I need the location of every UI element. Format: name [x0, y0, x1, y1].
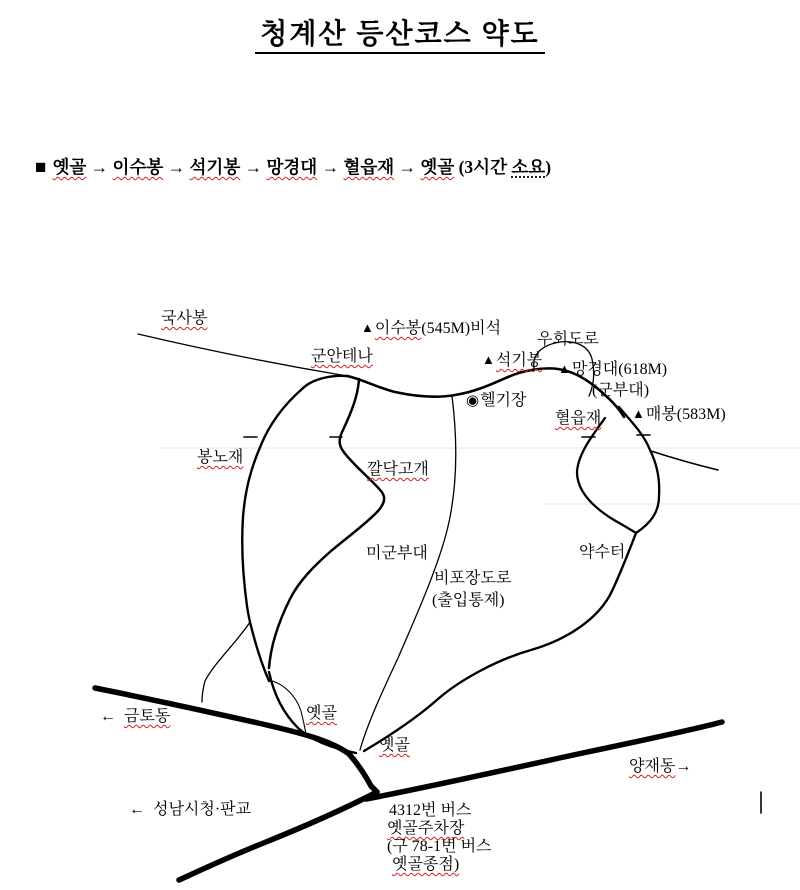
hyeoleupjae-east-trail [619, 407, 659, 533]
label-guksabong: 국사봉 [161, 310, 208, 327]
label-seokgibong-word: 석기봉 [495, 352, 543, 369]
label-yetgol-lower: 옛골 [379, 737, 410, 754]
route-stop: 망경대 [266, 157, 318, 177]
main-road [95, 688, 377, 792]
label-maebong [632, 406, 726, 424]
label-maebong-word: 매봉(583M) [645, 406, 726, 423]
east-spur-line [651, 451, 718, 470]
route-arrow: → [240, 157, 267, 177]
page-title-text: 청계산 등산코스 약도 [255, 19, 544, 54]
route-stop: 석기봉 [189, 157, 241, 177]
peak-triangle-icon: ▲ [558, 361, 571, 376]
peak-triangle-icon: ▲ [482, 352, 495, 367]
left-arrow-icon: ← [129, 801, 145, 818]
label-isubong-rest: (545M)비석 [421, 320, 502, 337]
kkaldak-trail [269, 379, 384, 668]
label-kkaldakgogae: 깔닥고개 [367, 461, 429, 478]
square-bullet-icon: ■ [35, 157, 47, 178]
route-arrow: → [317, 157, 344, 177]
helipad-icon: ◉ [466, 393, 480, 409]
label-hyeoleupjae: 혈읍재 [555, 410, 602, 427]
route-stop: 옛골 [420, 157, 455, 177]
label-gunbudae: (군부대) [592, 382, 650, 399]
route-arrow: → [86, 157, 113, 177]
route-arrow: → [163, 157, 190, 177]
route-paren: ) [545, 157, 552, 177]
label-seokgibong [482, 352, 542, 370]
label-seongnam [129, 801, 251, 819]
right-arrow-icon: → [675, 758, 692, 775]
label-bus-line4: 옛골종점) [392, 856, 460, 873]
route-duration-word: 소요 [511, 157, 546, 177]
label-bipojangdoro: 비포장도로 [434, 570, 512, 587]
label-heliport-word: 헬기장 [480, 392, 527, 409]
label-isubong-word: 이수봉 [374, 320, 422, 337]
label-heliport [466, 392, 526, 410]
west-trail [242, 376, 347, 681]
route-stop: 이수봉 [112, 157, 164, 177]
label-geumtodong [100, 708, 170, 726]
label-gunantenna: 군안테나 [311, 348, 373, 365]
route-stop: 혈읍재 [343, 157, 395, 177]
label-bus-line1: 4312번 버스 [389, 802, 472, 819]
label-yaksuteo: 약수터 [579, 544, 626, 561]
left-arrow-icon: ← [100, 708, 116, 725]
label-seongnam-word: 성남시청·판교 [153, 801, 252, 818]
label-geumtodong-word: 금토동 [124, 708, 171, 725]
label-isubong [361, 320, 501, 338]
label-yangjaedong-word: 양재동 [629, 758, 676, 775]
southwest-branch-line [202, 622, 250, 702]
label-manggyeongdae [558, 361, 667, 379]
label-manggyeongdae-word: 망경대(618M) [571, 361, 668, 378]
label-bongnojae: 봉노재 [197, 449, 244, 466]
peak-triangle-icon: ▲ [361, 320, 374, 335]
label-bus-line3: (구 78-1번 버스 [387, 838, 492, 855]
route-duration: (3시간 [454, 157, 512, 177]
page-title [0, 12, 800, 52]
label-yetgol-upper: 옛골 [306, 705, 337, 722]
label-bus-line2: 옛골주차장 [387, 820, 465, 837]
route-stop: 옛골 [52, 157, 87, 177]
peak-triangle-icon: ▲ [632, 406, 645, 421]
hyeoleupjae-west-trail [577, 418, 636, 533]
label-uhoedoro: 우회도로 [537, 331, 599, 348]
label-churiptongje: (출입통제) [432, 592, 505, 609]
label-yangjaedong [629, 758, 691, 776]
course-summary [35, 154, 551, 179]
route-arrow: → [394, 157, 421, 177]
label-migunbudae: 미군부대 [366, 545, 428, 562]
